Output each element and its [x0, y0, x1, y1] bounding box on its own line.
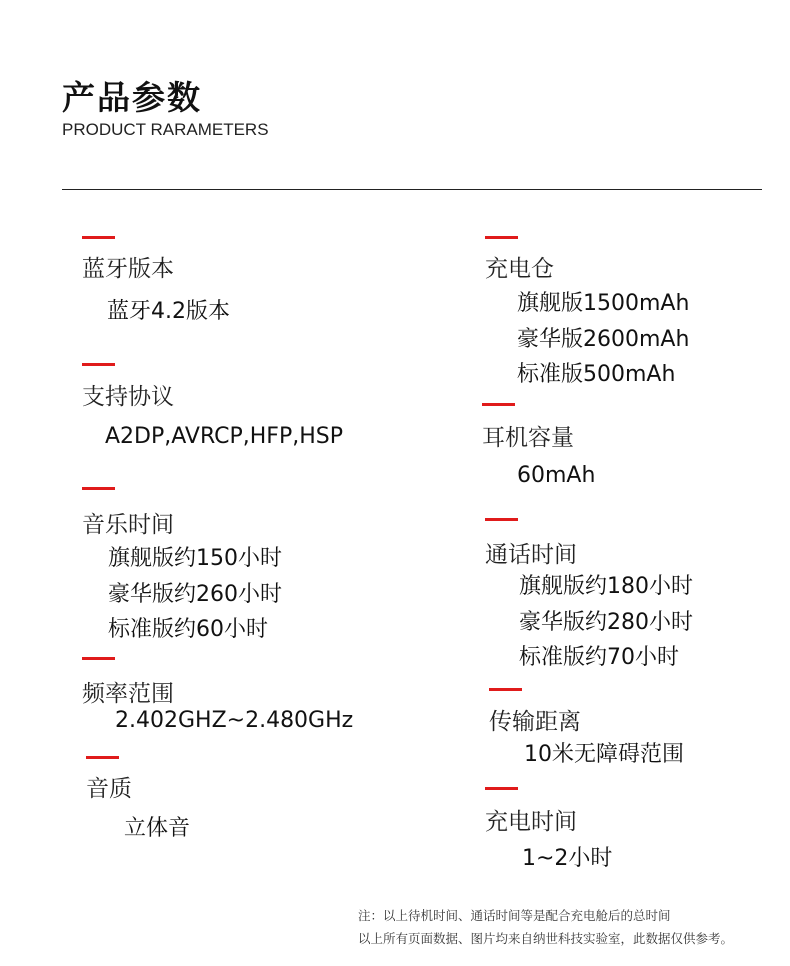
param-label-protocols: 支持协议 — [82, 384, 174, 410]
param-value: 旗舰版约150小时 — [108, 546, 282, 571]
accent-bar — [82, 363, 115, 366]
param-value: 1~2小时 — [522, 846, 613, 871]
param-value: A2DP,AVRCP,HFP,HSP — [105, 424, 343, 449]
page-title: 产品参数 — [62, 78, 202, 117]
param-label-transmission-distance: 传输距离 — [489, 709, 581, 735]
param-value: 旗舰版约180小时 — [519, 574, 693, 599]
param-label-charging-case: 充电仓 — [485, 256, 554, 282]
param-value: 蓝牙4.2版本 — [107, 299, 230, 324]
header-divider — [62, 189, 762, 190]
accent-bar — [482, 403, 515, 406]
param-value: 豪华版约280小时 — [519, 610, 693, 635]
footnote-disclaimer: 以上所有页面数据、图片均来自纳世科技实验室，此数据仅供参考。 — [358, 931, 734, 946]
accent-bar — [82, 657, 115, 660]
param-value: 旗舰版1500mAh — [517, 291, 690, 316]
footnote-standby: 注：以上待机时间、通话时间等是配合充电舱后的总时间 — [358, 908, 671, 923]
param-value: 豪华版2600mAh — [517, 327, 690, 352]
param-value: 标准版500mAh — [517, 362, 676, 387]
param-value: 2.402GHZ~2.480GHz — [115, 708, 354, 733]
param-value: 立体音 — [124, 816, 191, 841]
param-label-talk-time: 通话时间 — [485, 542, 577, 568]
param-label-charging-time: 充电时间 — [485, 809, 577, 835]
param-label-frequency-range: 频率范围 — [82, 681, 174, 707]
accent-bar — [82, 487, 115, 490]
accent-bar — [485, 787, 518, 790]
param-value: 标准版约60小时 — [108, 617, 268, 642]
param-label-music-time: 音乐时间 — [82, 512, 174, 538]
param-label-sound-quality: 音质 — [86, 776, 132, 802]
param-value: 豪华版约260小时 — [108, 582, 282, 607]
param-label-bluetooth-version: 蓝牙版本 — [82, 256, 174, 282]
accent-bar — [86, 756, 119, 759]
page-subtitle: PRODUCT RARAMETERS — [62, 120, 269, 139]
param-label-earbud-capacity: 耳机容量 — [482, 425, 574, 451]
accent-bar — [489, 688, 522, 691]
param-value: 60mAh — [517, 463, 596, 488]
accent-bar — [485, 236, 518, 239]
param-value: 标准版约70小时 — [519, 645, 679, 670]
param-value: 10米无障碍范围 — [524, 742, 684, 767]
accent-bar — [485, 518, 518, 521]
accent-bar — [82, 236, 115, 239]
